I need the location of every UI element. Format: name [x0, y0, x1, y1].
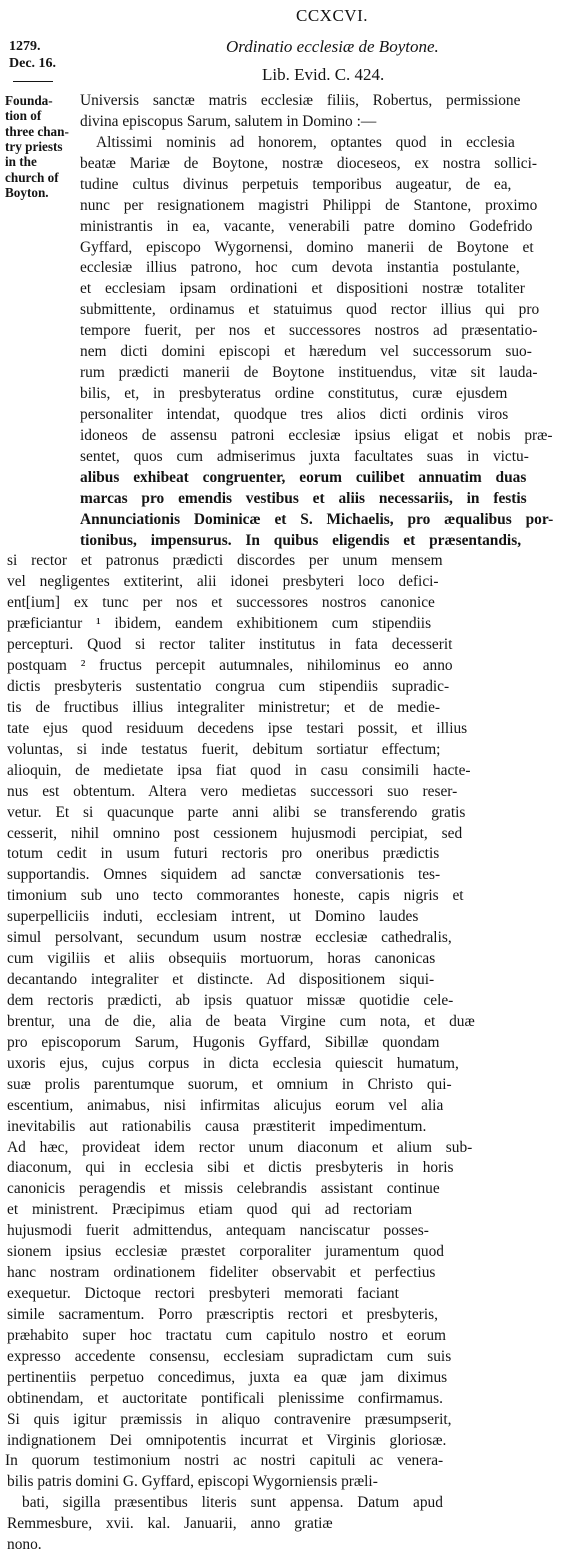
body-line: superpelliciis induti, ecclesiam intrent, ut Domino laudes: [7, 908, 419, 926]
body-line: personaliter intendat, quodque tres alios dicti ordinis viros: [80, 405, 509, 423]
body-line: totum cedit in usum futuri rectoris pro oneribus prædictis: [7, 845, 440, 863]
body-line: suæ prolis parentumque suorum, et omnium in Christo qui-: [7, 1075, 452, 1093]
sidenote-line: Founda-: [5, 93, 53, 108]
body-line: divina episcopus Sarum, salutem in Domino :—: [80, 112, 377, 130]
body-line: tudine cultus divinus perpetuis temporibus augeatur, de ea,: [80, 175, 512, 193]
body-line: pro episcoporum Sarum, Hugonis Gyffard, Sibillæ quondam: [7, 1033, 440, 1051]
body-line: bati, sigilla præsentibus literis sunt appensa. Datum apud: [22, 1494, 443, 1512]
body-line: si rector et patronus prædicti discordes per unum mensem: [7, 552, 443, 570]
body-line: expresso accedente consensu, ecclesiam supradictam cum suis: [7, 1347, 452, 1365]
body-line-final: nono.: [7, 1536, 42, 1553]
body-line: uxoris ejus, cujus corpus in dicta ecclesia quiescit humatum,: [7, 1054, 459, 1072]
body-line: timonium sub uno tecto commorantes honeste, capis nigris et: [7, 887, 464, 905]
body-line: ent[ium] ex tunc per nos et successores nostros canonice: [7, 594, 435, 612]
body-line: obtinendam, et auctoritate pontificali plenissime confirmamus.: [7, 1389, 443, 1407]
document-title: Ordinatio ecclesiæ de Boytone.: [226, 37, 439, 56]
body-line: Gyffard, episcopo Wygornensi, domino manerii de Boytone et: [80, 238, 534, 256]
body-line: brentur, una de die, alia de beata Virgine cum nota, et duæ: [7, 1012, 475, 1030]
sidenote-line: Boyton.: [5, 184, 49, 200]
body-line: tate ejus quod residuum decedens ipse testari possit, et illius: [7, 719, 468, 737]
body-line: dem rectoris prædicti, ab ipsis quatuor missæ quotidie cele-: [7, 991, 454, 1009]
source-reference: Lib. Evid. C. 424.: [262, 65, 385, 84]
body-line: Annunciationis Dominicæ et S. Michaelis, pro æqualibus por-: [80, 510, 554, 528]
body-line: marcas pro emendis vestibus et aliis necessariis, in festis: [80, 489, 527, 507]
body-line: vel negligentes extiterint, alii idonei presbyteri loco defici-: [7, 573, 439, 591]
body-line: In quorum testimonium nostri ac nostri capituli ac venera-: [5, 1452, 444, 1470]
body-line: hujusmodi fuerit admittendus, antequam nanciscatur posses-: [7, 1222, 429, 1240]
body-line: decantando integraliter et distincte. Ad dispositionem siqui-: [7, 971, 435, 989]
date-year: 1279.: [9, 39, 41, 54]
body-line: supportandis. Omnes siquidem ad sanctæ conversationis tes-: [7, 866, 441, 884]
body-line: submittente, ordinamus et statuimus quod rector illius qui pro: [80, 301, 540, 319]
body-line: inevitabilis aut rationabilis causa præstiterit impedimentum.: [7, 1117, 427, 1135]
body-line: nem dicti domini episcopi et hæredum vel successorum suo-: [80, 343, 532, 361]
body-line: diaconum, qui in ecclesia sibi et dictis presbyteris in horis: [7, 1159, 454, 1177]
body-line: rum prædicti manerii de Boytone instituendus, vitæ sit lauda-: [80, 364, 538, 382]
body-line: percepturi. Quod si rector taliter institutus in fata decesserit: [7, 636, 453, 654]
body-line: Si quis igitur præmissis in aliquo contravenire præsumpserit,: [7, 1410, 452, 1428]
sidenote-line: tion of: [5, 108, 42, 124]
body-line: cesserit, nihil omnino post cessionem hujusmodi percipiat, sed: [7, 824, 463, 842]
body-line: bilis patris domini G. Gyffard, episcopi Wygorniensis præli-: [7, 1473, 378, 1491]
body-line: et ecclesiam ipsam ordinationi et dispositioni nostræ totaliter: [80, 280, 525, 298]
body-line: præficiantur ¹ ibidem, eandem exhibitionem cum stipendiis: [7, 615, 432, 633]
body-line: Universis sanctæ matris ecclesiæ filiis, Robertus, permissione: [80, 92, 521, 109]
sidenote-line: try priests: [5, 138, 63, 154]
body-line: hanc nostram ordinationem fideliter observabit et perfectius: [7, 1264, 436, 1282]
body-line: alibus exhibeat congruenter, eorum cuilibet annuatim duas: [80, 468, 527, 486]
document-number: CCXCVI.: [296, 6, 368, 25]
body-line: cum vigiliis et aliis obsequiis mortuorum, horas canonicas: [7, 950, 436, 968]
sidenote-line: in the: [5, 154, 37, 170]
body-line: bilis, et, in presbyteratus ordine constitutus, curæ ejusdem: [80, 385, 508, 403]
body-line: beatæ Mariæ de Boytone, nostræ dioceseos, ex nostra sollici-: [80, 154, 538, 172]
body-line: ecclesiæ illius patrono, hoc cum devota instantia postulante,: [80, 259, 520, 277]
body-line: idoneos de assensu patroni ecclesiæ ipsius eligat et nobis præ-: [80, 426, 553, 444]
body-line: tempore fuerit, per nos et successores nostros ad præsentatio-: [80, 322, 538, 340]
sidenote-line: three chan-: [5, 123, 69, 139]
body-line: Altissimi nominis ad honorem, optantes quod in ecclesia: [96, 133, 515, 151]
body-line: pertinentiis perpetuo concedimus, juxta ea quæ jam diximus: [7, 1368, 448, 1386]
date-divider: [13, 81, 53, 82]
body-line: sionem ipsius ecclesiæ præstet corporaliter juramentum quod: [7, 1243, 444, 1261]
body-line: nus est obtentum. Altera vero medietas successori suo reser-: [7, 782, 458, 800]
body-line: ministrantis in ea, vacante, venerabili patre domino Godefrido: [80, 217, 533, 235]
body-line: postquam ² fructus percepit autumnales, nihilominus eo anno: [7, 657, 453, 675]
body-line: tionibus, impensurus. In quibus eligendis et præsentandis,: [80, 531, 522, 549]
body-line: dictis presbyteris sustentatio congrua cum stipendiis supradic-: [7, 678, 450, 696]
body-line: præhabito super hoc tractatu cum capitulo nostro et eorum: [7, 1326, 447, 1344]
body-line: Ad hæc, provideat idem rector unum diaconum et alium sub-: [7, 1138, 473, 1156]
body-line: nunc per resignationem magistri Philippi de Stantone, proximo: [80, 196, 538, 214]
body-line: alioquin, de medietate ipsa fiat quod in casu consimili hacte-: [7, 761, 471, 779]
sidenote-line: church of: [5, 169, 59, 185]
body-line: simul persolvant, secundum usum nostræ ecclesiæ cathedralis,: [7, 929, 452, 947]
body-line: indignationem Dei omnipotentis incurrat et Virginis gloriosæ.: [7, 1431, 447, 1449]
body-line: tis de fructibus illius integraliter ministretur; et de medie-: [7, 698, 441, 716]
body-line: sentet, quos cum admiserimus juxta facultates suas in victu-: [80, 447, 529, 465]
body-line: canonicis peragendis et missis celebrandis assistant continue: [7, 1180, 440, 1198]
body-line: voluntas, si inde testatus fuerit, debitum sortiatur effectum;: [7, 740, 441, 758]
date-day: Dec. 16.: [9, 56, 57, 71]
body-line: et ministrent. Præcipimus etiam quod qui ad rectoriam: [7, 1201, 413, 1219]
body-line: escentium, animabus, nisi infirmitas alicujus eorum vel alia: [7, 1096, 444, 1114]
body-line: Remmesbure, xvii. kal. Januarii, anno gratiæ: [7, 1515, 333, 1533]
body-line: simile sacramentum. Porro præscriptis rectori et presbyteris,: [7, 1305, 438, 1323]
body-line: exequetur. Dictoque rectori presbyteri memorati faciant: [7, 1285, 399, 1302]
body-line: vetur. Et si quacunque parte anni alibi se transferendo gratis: [7, 803, 466, 821]
